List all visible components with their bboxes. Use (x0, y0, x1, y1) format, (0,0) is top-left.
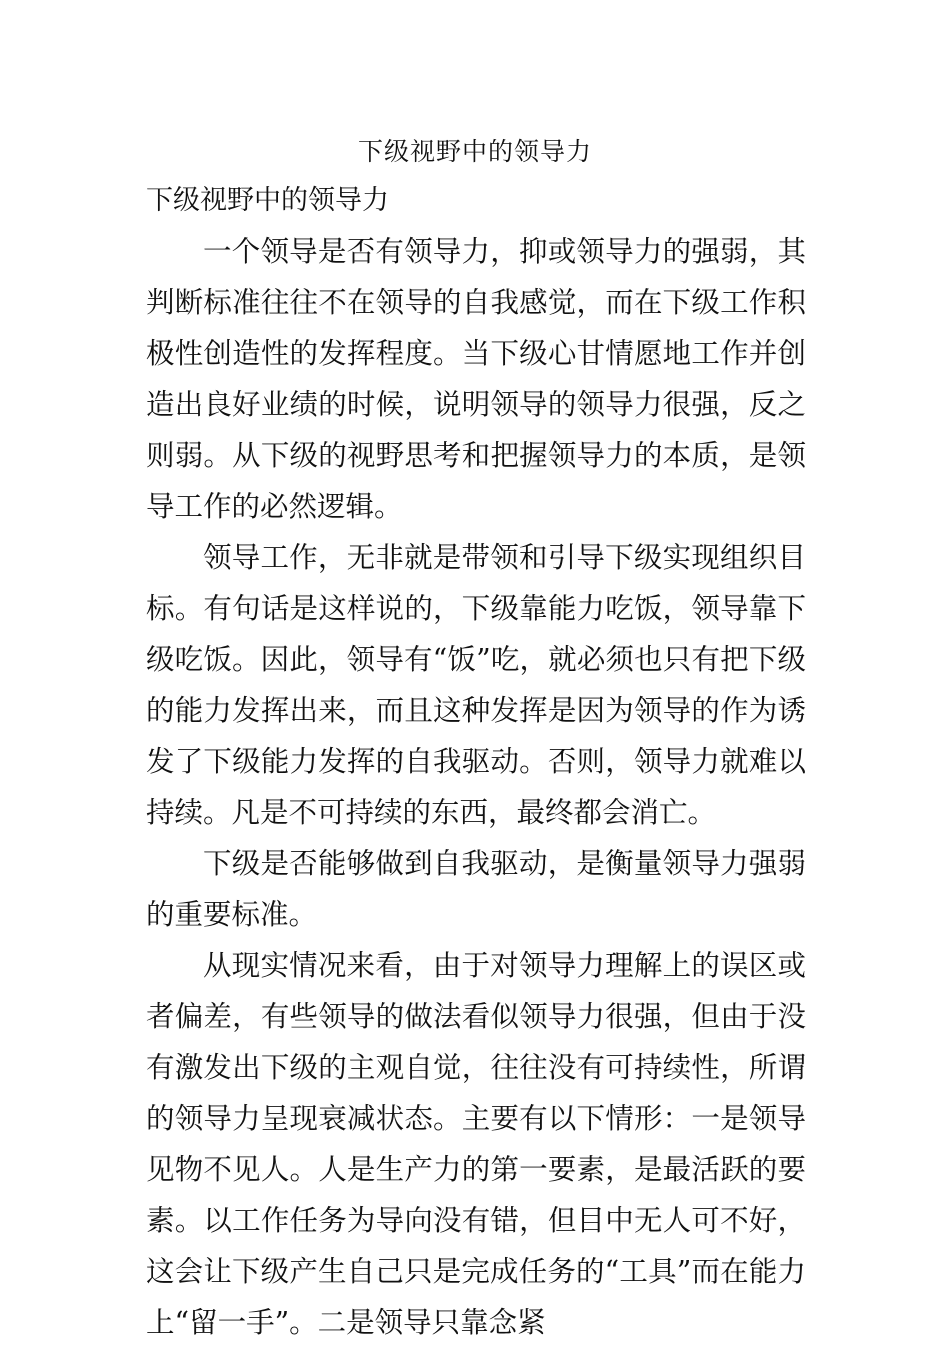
document-subtitle: 下级视野中的领导力 (146, 185, 389, 216)
paragraph: 下级是否能够做到自我驱动，是衡量领导力强弱的重要标准。 (146, 847, 806, 931)
document-title: 下级视野中的领导力 (357, 137, 592, 166)
paragraph: 领导工作，无非就是带领和引导下级实现组织目标。有句话是这样说的，下级靠能力吃饭，领导靠下级吃饭。因此，领导有“饭”吃，就必须也只有把下级的能力发挥出来，而且这种发挥是因为领导的作为诱发了下级能力发挥的自我驱动。否则，领导力就难以持续。凡是不可持续的东西，最终都会消亡。 (146, 541, 806, 829)
document-body (146, 226, 806, 1348)
paragraph: 一个领导是否有领导力，抑或领导力的强弱，其判断标准往往不在领导的自我感觉，而在下级工作积极性创造性的发挥程度。当下级心甘情愿地工作并创造出良好业绩的时候，说明领导的领导力很强，反之则弱。从下级的视野思考和把握领导力的本质，是领导工作的必然逻辑。 (146, 235, 806, 523)
paragraph: 从现实情况来看，由于对领导力理解上的误区或者偏差，有些领导的做法看似领导力很强，但由于没有激发出下级的主观自觉，往往没有可持续性，所谓的领导力呈现衰减状态。主要有以下情形：一是领导见物不见人。人是生产力的第一要素，是最活跃的要素。以工作任务为导向没有错，但目中无人可不好，这会让下级产生自己只是完成任务的“工具”而在能力上“留一手”。二是领导只靠念紧 (146, 949, 806, 1339)
